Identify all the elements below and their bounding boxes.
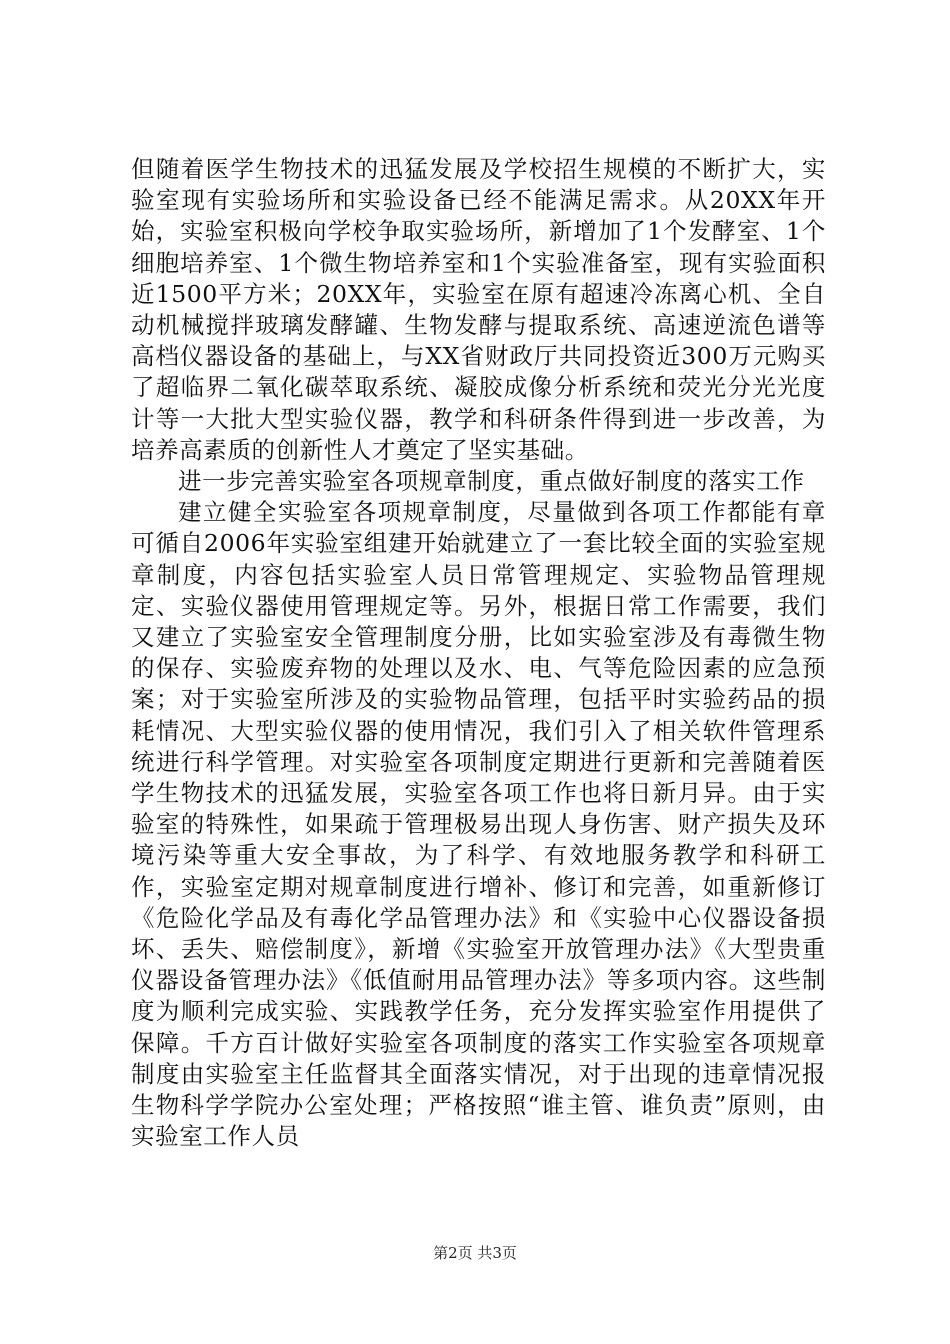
paragraph-lab-expansion: 但随着医学生物技术的迅猛发展及学校招生规模的不断扩大，实验室现有实验场所和实验设备已经不能满足需求。从20XX年开始，实验室积极向学校争取实验场所，新增加了1个发酵室、1个细胞培养室、1个微生物培养室和1个实验准备室，现有实验面积近1500平方米；20XX年，实验室在原有超速冷冻离心机、全自动机械搅拌玻璃发酵罐、生物发酵与提取系统、高速逆流色谱等高档仪器设备的基础上，与XX省财政厅共同投资近300万元购买了超临界二氧化碳萃取系统、凝胶成像分析系统和荧光分光光度计等一大批大型实验仪器，教学和科研条件得到进一步改善，为培养高素质的创新性人才奠定了坚实基础。 [131,155,826,464]
section-heading-rules: 进一步完善实验室各项规章制度，重点做好制度的落实工作 [178,467,805,496]
page-footer: 第2页 共3页 [433,1244,517,1262]
paragraph-rules-system: 建立健全实验室各项规章制度，尽量做到各项工作都能有章可循自2006年实验室组建开始就建立了一套比较全面的实验室规章制度，内容包括实验室人员日常管理规定、实验物品管理规定、实验仪器使用管理规定等。另外，根据日常工作需要，我们又建立了实验室安全管理制度分册，比如实验室涉及有毒微生物的保存、实验废弃物的处理以及水、电、气等危险因素的应急预案；对于实验室所涉及的实验物品管理，包括平时实验药品的损耗情况、大型实验仪器的使用情况，我们引入了相关软件管理系统进行科学管理。对实验室各项制度定期进行更新和完善随着医学生物技术的迅猛发展，实验室各项工作也将日新月异。由于实验室的特殊性，如果疏于管理极易出现人身伤害、财产损失及环境污染等重大安全事故，为了科学、有效地服务教学和科研工作，实验室定期对规章制度进行增补、修订和完善，如重新修订《危险化学品及有毒化学品管理办法》和《实验中心仪器设备损坏、丢失、赔偿制度》，新增《实验室开放管理办法》《大型贵重仪器设备管理办法》《低值耐用品管理办法》等多项内容。这些制度为顺利完成实验、实践教学任务，充分发挥实验室作用提供了保障。千方百计做好实验室各项制度的落实工作实验室各项规章制度由实验室主任监督其全面落实情况，对于出现的违章情况报生物科学学院办公室处理；严格按照“谁主管、谁负责”原则，由实验室工作人员 [131,498,826,1151]
document-body [131,154,826,1153]
